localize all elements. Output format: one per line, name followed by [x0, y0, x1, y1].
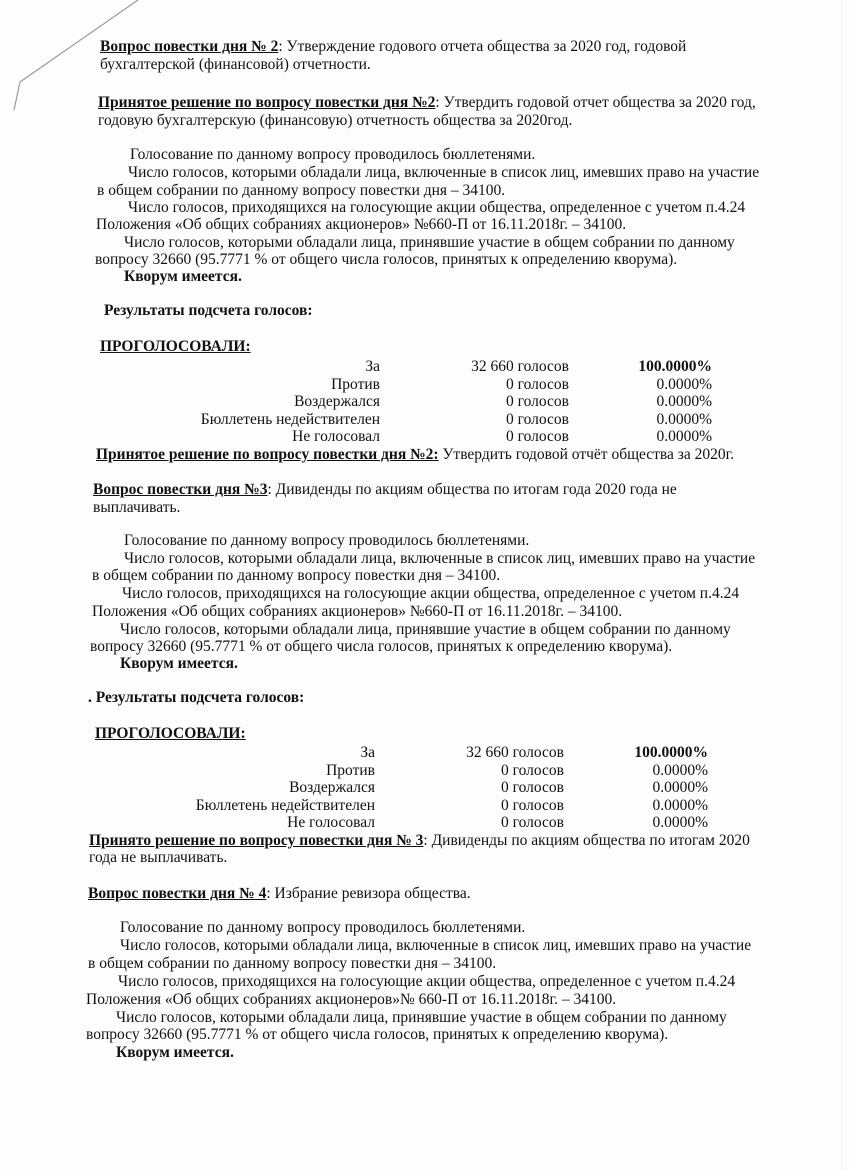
- q2-heading-label: Вопрос повестки дня № 2: [100, 38, 279, 55]
- vote-percent: 0.0000%: [656, 375, 712, 393]
- vote-option: За: [365, 358, 380, 375]
- q3-heading-cont: выплачивать.: [93, 499, 181, 516]
- vote-row: [0, 814, 850, 832]
- q2-decision-cont: годовую бухгалтерскую (финансовую) отчетность общества за 2020год.: [98, 112, 573, 129]
- q2-paragraph-2: Число голосов, которыми обладали лица, включенные в список лиц, имевших право на участие: [128, 164, 760, 181]
- q2-heading: [100, 38, 686, 56]
- vote-row: [0, 411, 850, 429]
- vote-percent: 0.0000%: [652, 796, 708, 814]
- vote-count: 0 голосов: [501, 779, 564, 796]
- q3-paragraph-4-cont: вопросу 32660 (95.7771 % от общего числа голосов, принятых к определению кворума).: [90, 638, 673, 655]
- q3-heading-label: Вопрос повестки дня №3: [93, 481, 268, 498]
- page-edge: [841, 0, 842, 1170]
- q2-paragraph-3-cont: Положения «Об общих собраниях акционеров» №660-П от 16.11.2018г. – 34100.: [96, 216, 627, 233]
- vote-row: [0, 376, 850, 394]
- q3-final-label: Принято решение по вопросу повестки дня № 3: [89, 832, 424, 849]
- q4-heading-label: Вопрос повестки дня № 4: [88, 885, 267, 902]
- q3-paragraph-1: Голосование по данному вопросу проводилось бюллетенями.: [124, 532, 530, 549]
- vote-option: Бюллетень недействителен: [200, 410, 380, 428]
- vote-row: [0, 428, 850, 446]
- vote-percent: 0.0000%: [656, 428, 712, 445]
- q2-paragraph-4: Число голосов, которыми обладали лица, принявшие участие в общем собрании по данному: [124, 234, 735, 251]
- vote-count: 0 голосов: [506, 428, 569, 445]
- q4-paragraph-3: Число голосов, приходящихся на голосующие акции общества, определенное с учетом п.4.24: [118, 973, 736, 990]
- vote-count: 0 голосов: [501, 761, 564, 779]
- vote-count: 32 660 голосов: [471, 358, 569, 375]
- vote-option: Против: [331, 375, 380, 393]
- q2-voted-title: ПРОГОЛОСОВАЛИ:: [100, 338, 251, 355]
- q2-results-title: Результаты подсчета голосов:: [104, 302, 313, 319]
- q4-heading: [88, 885, 471, 903]
- q2-final-decision: [96, 446, 734, 464]
- q3-results-title: . Результаты подсчета голосов:: [88, 689, 305, 706]
- vote-percent: 0.0000%: [652, 814, 708, 831]
- vote-row: [0, 744, 850, 762]
- q3-quorum: Кворум имеется.: [120, 655, 238, 672]
- q4-paragraph-3-cont: Положения «Об общих собраниях акционеров»№ 660-П от 16.11.2018г. – 34100.: [86, 991, 617, 1008]
- q2-heading-cont: бухгалтерской (финансовой) отчетности.: [100, 56, 371, 73]
- vote-option: Воздержался: [294, 393, 380, 410]
- q3-paragraph-3-cont: Положения «Об общих собраниях акционеров» №660-П от 16.11.2018г. – 34100.: [92, 603, 623, 620]
- q2-decision-text: : Утвердить годовой отчет общества за 2020 год,: [435, 94, 756, 111]
- q2-final-label: Принятое решение по вопросу повестки дня №2:: [96, 446, 439, 463]
- vote-row: [0, 393, 850, 411]
- vote-percent: 0.0000%: [652, 761, 708, 779]
- q2-quorum: Кворум имеется.: [124, 268, 242, 285]
- vote-option: Против: [326, 761, 375, 779]
- vote-count: 0 голосов: [506, 393, 569, 410]
- vote-count: 32 660 голосов: [466, 744, 564, 761]
- q4-paragraph-4-cont: вопросу 32660 (95.7771 % от общего числа голосов, принятых к определению кворума).: [86, 1026, 669, 1043]
- vote-percent: 0.0000%: [656, 393, 712, 410]
- vote-row: [0, 762, 850, 780]
- q2-heading-text: : Утверждение годового отчета общества за 2020 год, годовой: [278, 38, 687, 55]
- q2-decision-label: Принятое решение по вопросу повестки дня №2: [98, 94, 436, 111]
- vote-row: [0, 779, 850, 797]
- q2-paragraph-1: Голосование по данному вопросу проводилось бюллетенями.: [130, 146, 536, 163]
- vote-count: 0 голосов: [506, 410, 569, 428]
- q3-heading-text: : Дивиденды по акциям общества по итогам года 2020 года не: [267, 481, 677, 498]
- vote-percent: 100.0000%: [638, 358, 712, 375]
- q3-heading: [93, 481, 677, 499]
- vote-option: Не голосовал: [292, 428, 380, 445]
- vote-percent: 0.0000%: [656, 410, 712, 428]
- q4-paragraph-2: Число голосов, которыми обладали лица, включенные в список лиц, имевших право на участие: [120, 937, 752, 954]
- q4-paragraph-2-cont: в общем собрании по данному вопросу повестки дня – 34100.: [88, 955, 497, 972]
- q4-quorum: Кворум имеется.: [116, 1044, 234, 1061]
- q2-final-text: Утвердить годовой отчёт общества за 2020г.: [438, 446, 735, 463]
- q3-paragraph-2-cont: в общем собрании по данному вопросу повестки дня – 34100.: [92, 567, 501, 584]
- q4-paragraph-1: Голосование по данному вопросу проводилось бюллетенями.: [120, 919, 526, 936]
- vote-count: 0 голосов: [501, 814, 564, 831]
- q3-final-decision: [89, 832, 750, 850]
- vote-option: Не голосовал: [287, 814, 375, 831]
- q3-paragraph-4: Число голосов, которыми обладали лица, принявшие участие в общем собрании по данному: [120, 621, 731, 638]
- q4-paragraph-4: Число голосов, которыми обладали лица, принявшие участие в общем собрании по данному: [116, 1009, 727, 1026]
- q2-paragraph-2-cont: в общем собрании по данному вопросу повестки дня – 34100.: [97, 182, 506, 199]
- q3-final-decision-cont: года не выплачивать.: [89, 849, 228, 866]
- q3-paragraph-2: Число голосов, которыми обладали лица, включенные в список лиц, имевших право на участие: [124, 550, 756, 567]
- vote-row: [0, 797, 850, 815]
- vote-percent: 100.0000%: [634, 744, 708, 761]
- vote-option: За: [360, 744, 375, 761]
- q3-final-text: : Дивиденды по акциям общества по итогам 2020: [423, 832, 750, 849]
- vote-count: 0 голосов: [501, 796, 564, 814]
- vote-percent: 0.0000%: [652, 779, 708, 796]
- q2-paragraph-4-cont: вопросу 32660 (95.7771 % от общего числа голосов, принятых к определению кворума).: [95, 251, 678, 268]
- q2-paragraph-3: Число голосов, приходящихся на голосующие акции общества, определенное с учетом п.4.24: [128, 199, 746, 216]
- vote-row: [0, 358, 850, 376]
- vote-count: 0 голосов: [506, 375, 569, 393]
- q4-heading-text: : Избрание ревизора общества.: [266, 885, 471, 902]
- q3-voted-title: ПРОГОЛОСОВАЛИ:: [95, 725, 246, 742]
- vote-option: Бюллетень недействителен: [195, 796, 375, 814]
- q2-decision: [98, 94, 756, 112]
- vote-option: Воздержался: [289, 779, 375, 796]
- q3-paragraph-3: Число голосов, приходящихся на голосующие акции общества, определенное с учетом п.4.24: [122, 585, 740, 602]
